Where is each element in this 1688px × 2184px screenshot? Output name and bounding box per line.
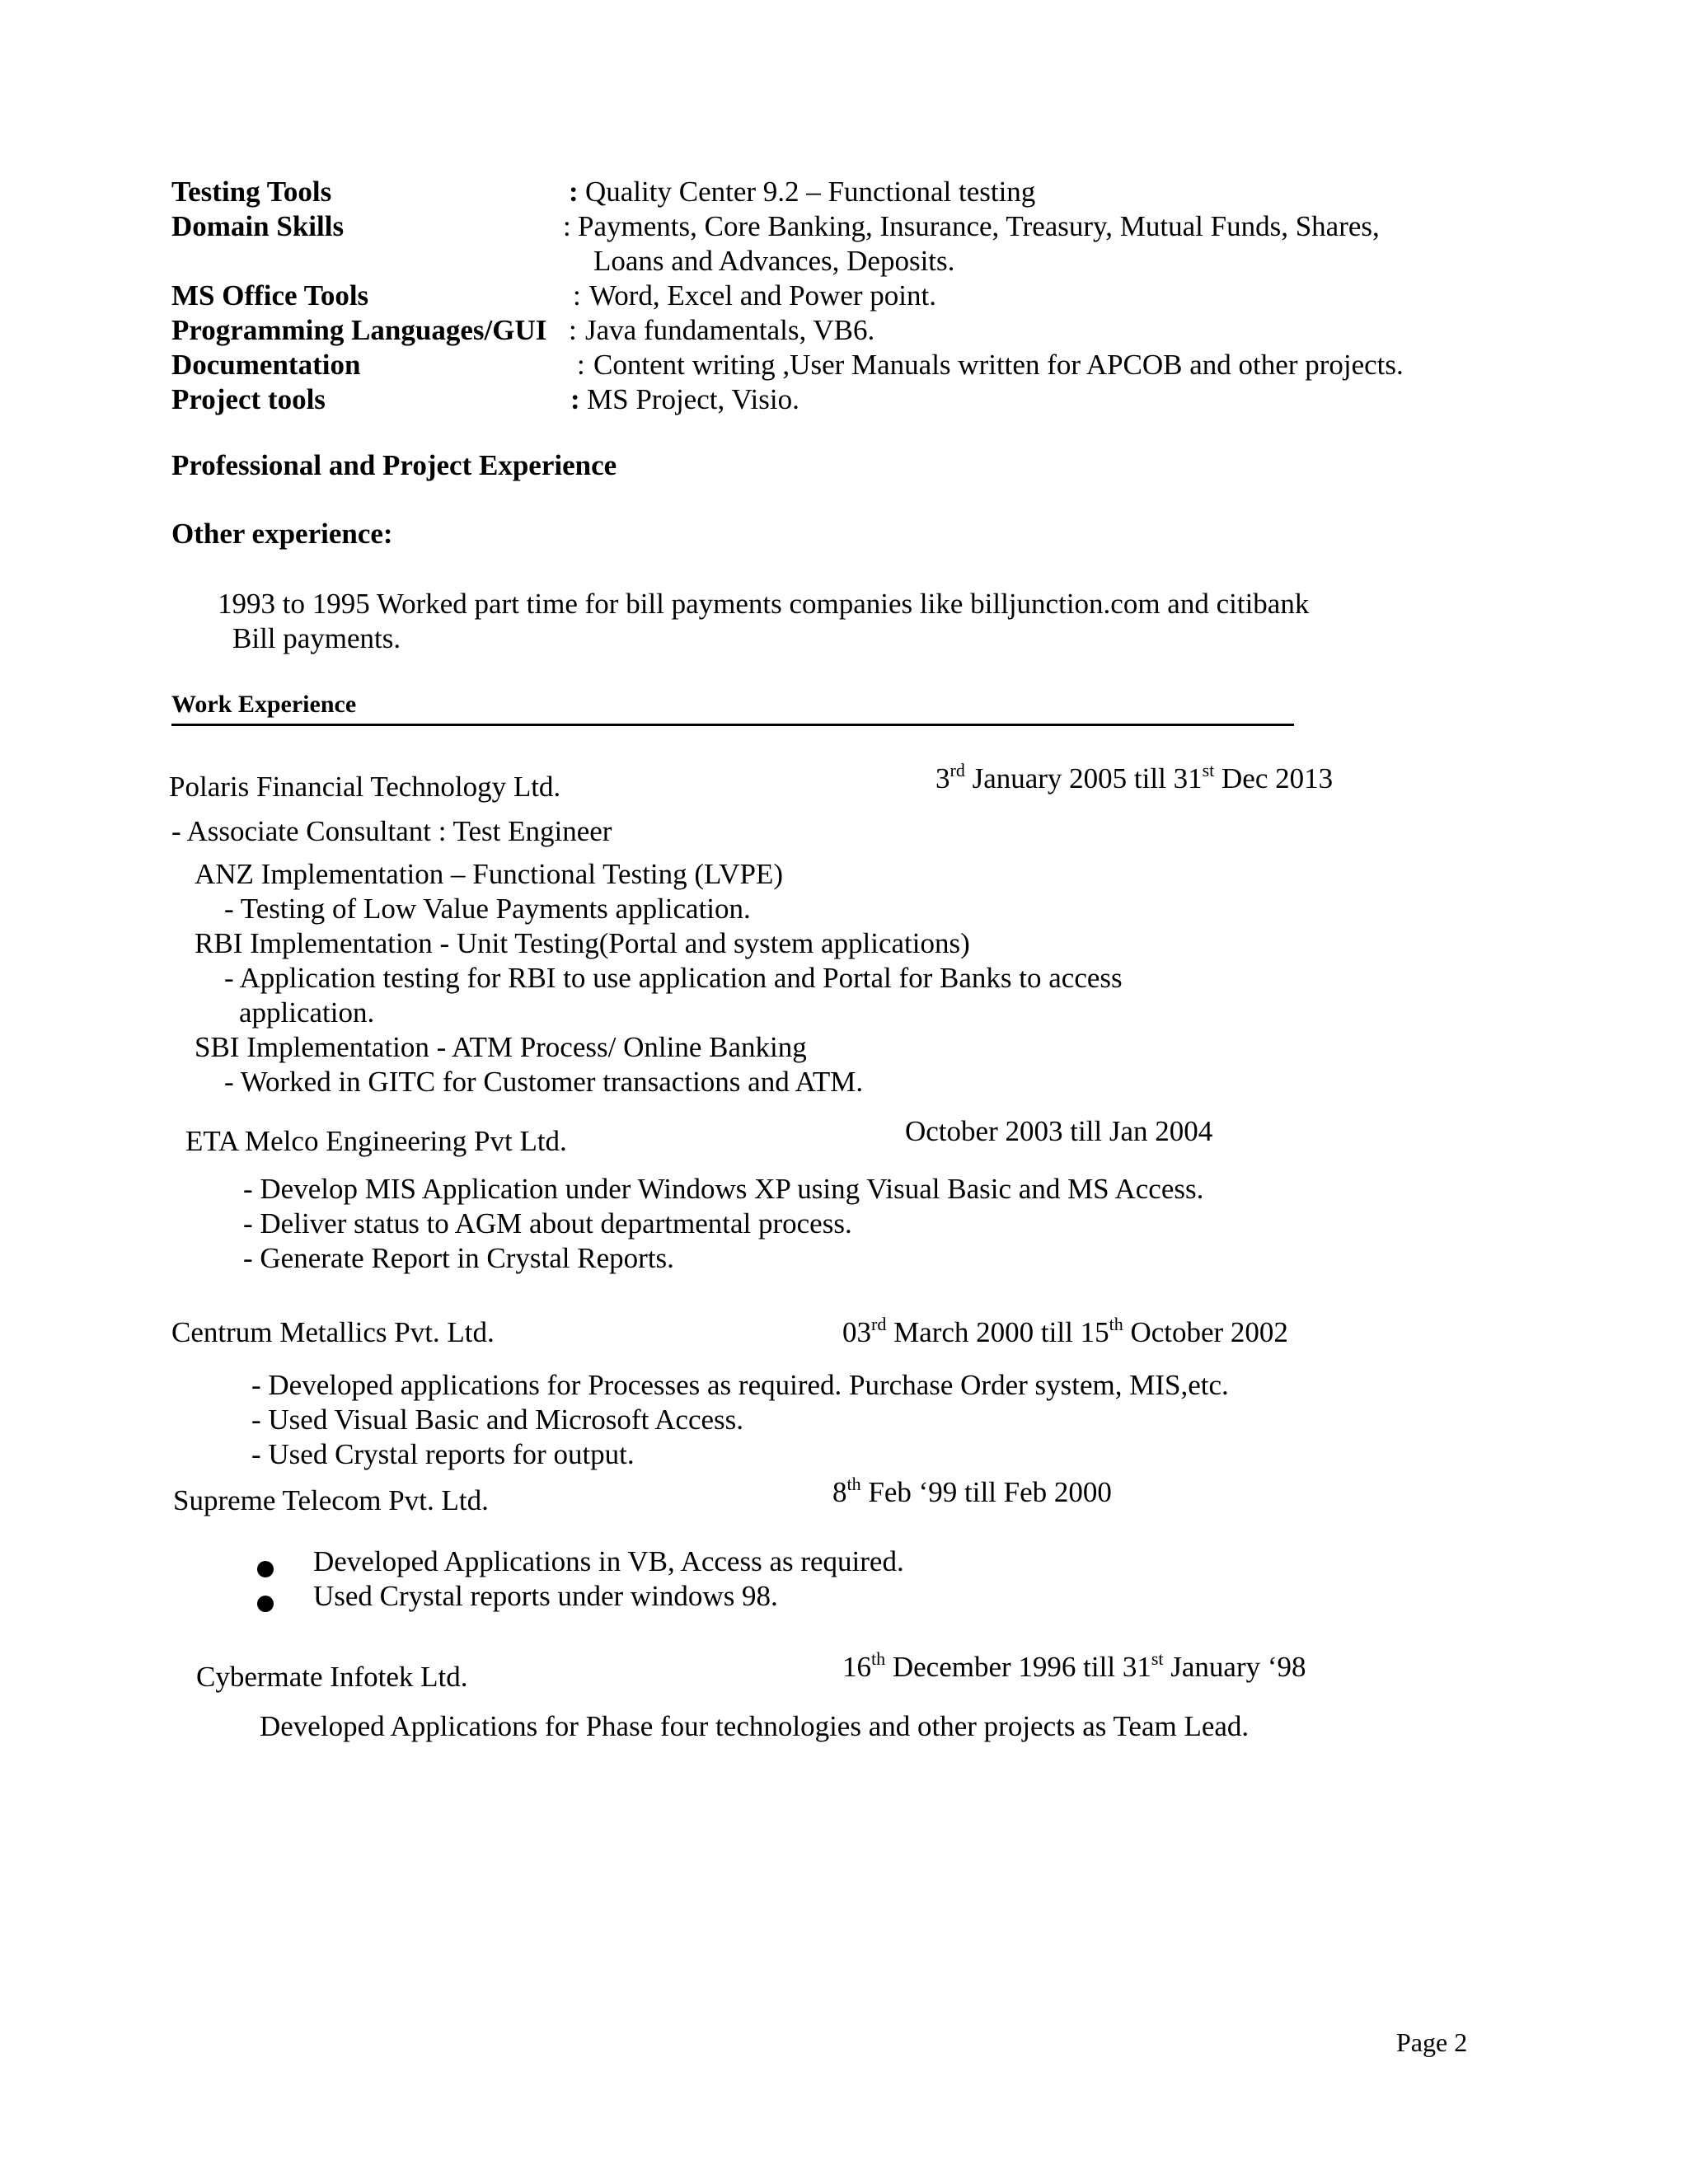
polaris-line: - Worked in GITC for Customer transactions and ATM. [224,1066,864,1098]
company-polaris: Polaris Financial Technology Ltd. [169,771,561,803]
section-divider [171,724,1294,726]
skill-label-domain-skills: Domain Skills [171,210,345,242]
skill-sep: : [563,210,571,242]
skill-value-ms-office: Word, Excel and Power point. [589,279,936,312]
polaris-line: - Application testing for RBI to use application and Portal for Banks to access [224,962,1123,994]
skill-label-programming: Programming Languages/GUI [171,314,547,346]
eta-line: - Deliver status to AGM about departmental process. [243,1207,852,1240]
polaris-line: - Testing of Low Value Payments application. [224,893,751,925]
skill-value-domain-skills: Payments, Core Banking, Insurance, Treasury, Mutual Funds, Shares, [578,210,1380,242]
heading-work-experience: Work Experience [171,691,357,718]
skill-value-project-tools: MS Project, Visio. [587,383,799,415]
other-experience-line1: 1993 to 1995 Worked part time for bill payments companies like billjunction.com and citibank [218,588,1310,620]
polaris-line: RBI Implementation - Unit Testing(Portal and system applications) [195,927,970,959]
skill-label-documentation: Documentation [171,349,361,381]
date-cybermate: 16th December 1996 till 31st January ‘98 [842,1648,1306,1683]
company-centrum: Centrum Metallics Pvt. Ltd. [171,1316,495,1348]
polaris-line: application. [239,996,375,1029]
company-eta-melco: ETA Melco Engineering Pvt Ltd. [185,1125,567,1157]
cybermate-line: Developed Applications for Phase four technologies and other projects as Team Lead. [260,1710,1250,1742]
eta-line: - Generate Report in Crystal Reports. [243,1242,674,1274]
skill-sep: : [577,349,585,381]
supreme-bullet-item: Used Crystal reports under windows 98. [313,1580,778,1612]
date-centrum: 03rd March 2000 till 15th October 2002 [842,1314,1288,1348]
company-cybermate: Cybermate Infotek Ltd. [196,1661,468,1693]
centrum-line: - Used Visual Basic and Microsoft Access. [251,1404,743,1436]
date-eta-melco: October 2003 till Jan 2004 [905,1115,1213,1147]
skill-value-documentation: Content writing ,User Manuals written for APCOB and other projects. [593,349,1404,381]
skill-label-testing-tools: Testing Tools [171,176,332,208]
polaris-line: SBI Implementation - ATM Process/ Online Banking [195,1031,807,1063]
date-polaris: 3rd January 2005 till 31st Dec 2013 [935,760,1334,794]
eta-line: - Develop MIS Application under Windows XP using Visual Basic and MS Access. [243,1173,1204,1205]
other-experience-line2: Bill payments. [232,622,401,654]
skill-sep: : [569,314,577,346]
bullet-icon [257,1586,274,1620]
heading-professional-experience: Professional and Project Experience [171,449,617,481]
skill-value-testing-tools: Quality Center 9.2 – Functional testing [585,176,1036,208]
centrum-line: - Developed applications for Processes as required. Purchase Order system, MIS,etc. [251,1369,1229,1401]
skill-sep: : [570,383,580,415]
skill-label-ms-office: MS Office Tools [171,279,369,312]
date-supreme: 8th Feb ‘99 till Feb 2000 [832,1474,1112,1508]
skill-sep: : [573,279,581,312]
polaris-line: ANZ Implementation – Functional Testing (LVPE) [195,858,783,890]
role-polaris: - Associate Consultant : Test Engineer [171,815,612,847]
centrum-line: - Used Crystal reports for output. [251,1438,635,1470]
skill-value-domain-skills-cont: Loans and Advances, Deposits. [593,245,955,277]
skill-label-project-tools: Project tools [171,383,326,415]
skill-sep: : [569,176,579,208]
page-number: Page 2 [1396,2027,1468,2057]
skill-value-programming: Java fundamentals, VB6. [585,314,875,346]
company-supreme: Supreme Telecom Pvt. Ltd. [173,1484,489,1516]
heading-other-experience: Other experience: [171,518,393,550]
bullet-icon [257,1551,274,1586]
supreme-bullet-item: Developed Applications in VB, Access as required. [313,1545,904,1577]
